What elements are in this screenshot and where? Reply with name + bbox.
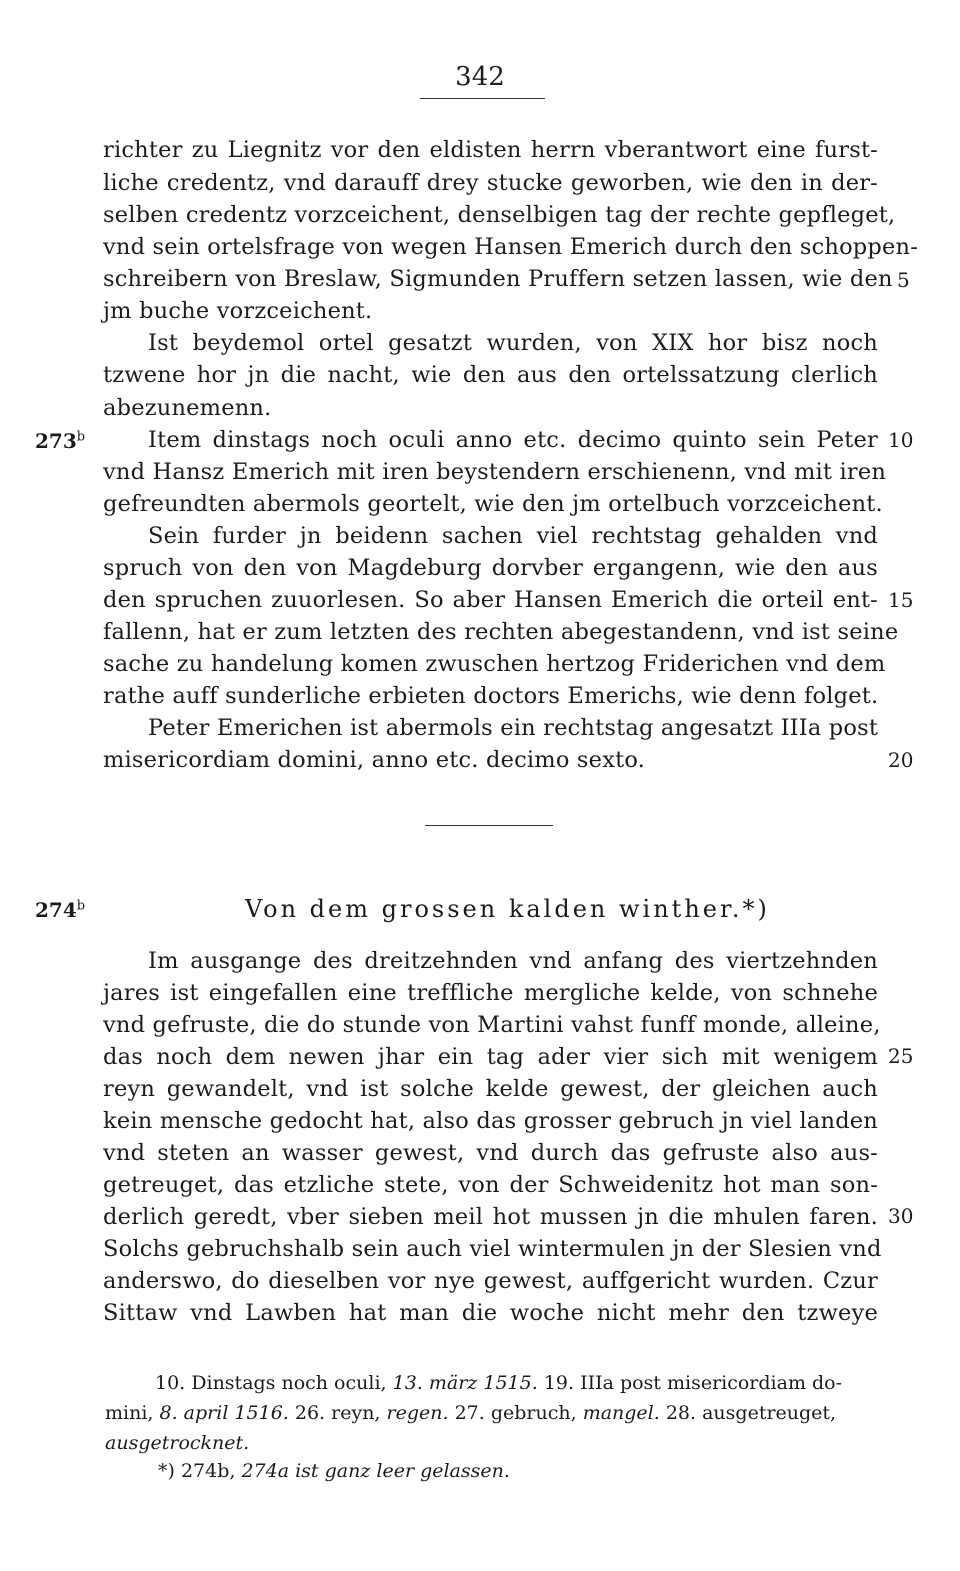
line-number: 10 [888,428,914,452]
footnote-gloss: regen. [386,1402,449,1424]
folio-number: 274 [35,898,77,922]
footnote-line [158,1460,510,1482]
footnote-line [105,1402,836,1424]
footnote-text: *) 274b, [158,1460,236,1482]
footnote-gloss: ausgetrocknet. [105,1432,250,1454]
line-number: 5 [897,268,910,292]
folio-number: 273 [35,429,77,453]
text-line: abezunemenn. [103,395,272,421]
folio-suffix: b [76,898,86,914]
text-line: vnd steten an wasser gewest, vnd durch das gefruste also aus- [103,1140,878,1166]
text-line: jares ist eingefallen eine treffliche mergliche kelde, von schnehe [103,980,878,1006]
footnote-gloss: 274a ist ganz leer gelassen. [241,1460,510,1482]
text-line: misericordiam domini, anno etc. decimo sexto. [103,747,646,773]
section-divider [425,825,553,826]
text-line: fallenn, hat er zum letzten des rechten abegestandenn, vnd ist seine [103,619,899,645]
text-line: Item dinstags noch oculi anno etc. decimo quinto sein Peter [148,427,878,453]
footnote-text: 27. gebruch, [454,1402,577,1424]
footnote-line [105,1432,249,1454]
text-line: spruch von den von Magdeburg dorvber ergangenn, wie den aus [103,555,878,581]
text-line: den spruchen zuuorlesen. So aber Hansen Emerich die orteil ent- [103,587,878,613]
text-line: derlich geredt, vber sieben meil hot mussen jn die mhulen faren. [103,1204,878,1230]
footnote-text: 19. IIIa post misericordiam do- [543,1372,843,1394]
text-line: sache zu handelung komen zwuschen hertzog Friderichen vnd dem [103,651,886,677]
text-line: anderswo, do dieselben vor nye gewest, auffgericht wurden. Czur [103,1268,878,1294]
section-heading: Von dem grossen kalden winther.*) [245,895,770,923]
folio-suffix: b [76,429,86,445]
text-line: vnd sein ortelsfrage von wegen Hansen Emerich durch den schoppen- [103,234,919,260]
margin-folio-273b [35,429,85,453]
margin-folio-274b [35,898,85,922]
text-line: vnd gefruste, die do stunde von Martini vahst funff monde, alleine, [103,1012,881,1038]
text-line: kein mensche gedocht hat, also das grosser gebruch jn viel landen [103,1108,878,1134]
footnote-gloss: 13. märz 1515. [392,1372,538,1394]
text-line: Sittaw vnd Lawben hat man die woche nicht mehr den tzweye [103,1300,878,1326]
text-line: jm buche vorzceichent. [103,298,373,324]
footnote-text: 26. reyn, [294,1402,381,1424]
text-line: Ist beydemol ortel gesatzt wurden, von XIX hor bisz noch [148,330,878,356]
text-line: Im ausgange des dreitzehnden vnd anfang des viertzehnden [148,948,878,974]
text-line: tzwene hor jn die nacht, wie den aus den ortelssatzung clerlich [103,362,878,388]
text-line: Peter Emerichen ist abermols ein rechtstag angesatzt IIIa post [148,715,879,741]
footnote-text: mini, [105,1402,154,1424]
text-line: reyn gewandelt, vnd ist solche kelde gewest, der gleichen auch [103,1076,878,1102]
line-number: 30 [888,1204,914,1228]
text-line: das noch dem newen jhar ein tag ader vier sich mit wenigem [103,1044,878,1070]
text-line: schreibern von Breslaw, Sigmunden Pruffern setzen lassen, wie den [103,266,893,292]
text-line: liche credentz, vnd darauff drey stucke geworben, wie den in der- [103,170,878,196]
page-number-rule [420,98,545,99]
text-line: vnd Hansz Emerich mit iren beystendern erschienenn, vnd mit iren [103,459,887,485]
footnote-text: 28. ausgetreuget, [665,1402,837,1424]
page-number: 342 [455,62,505,92]
footnote-gloss: mangel. [582,1402,660,1424]
line-number: 25 [888,1044,914,1068]
text-line: richter zu Liegnitz vor den eldisten herrn vberantwort eine furst- [103,137,878,163]
text-line: rathe auff sunderliche erbieten doctors Emerichs, wie denn folget. [103,683,879,709]
footnote-text: 10. Dinstags noch oculi, [155,1372,387,1394]
line-number: 20 [888,748,914,772]
text-line: getreuget, das etzliche stete, von der Schweidenitz hot man son- [103,1172,878,1198]
footnote-line [155,1372,842,1394]
line-number: 15 [888,588,914,612]
text-line: selben credentz vorzceichent, denselbigen tag der rechte gepfleget, [103,202,896,228]
text-line: Solchs gebruchshalb sein auch viel wintermulen jn der Slesien vnd [103,1236,882,1262]
text-line: Sein furder jn beidenn sachen viel rechtstag gehalden vnd [148,523,878,549]
footnote-gloss: 8. april 1516. [159,1402,289,1424]
text-line: gefreundten abermols geortelt, wie den jm ortelbuch vorzceichent. [103,491,883,517]
